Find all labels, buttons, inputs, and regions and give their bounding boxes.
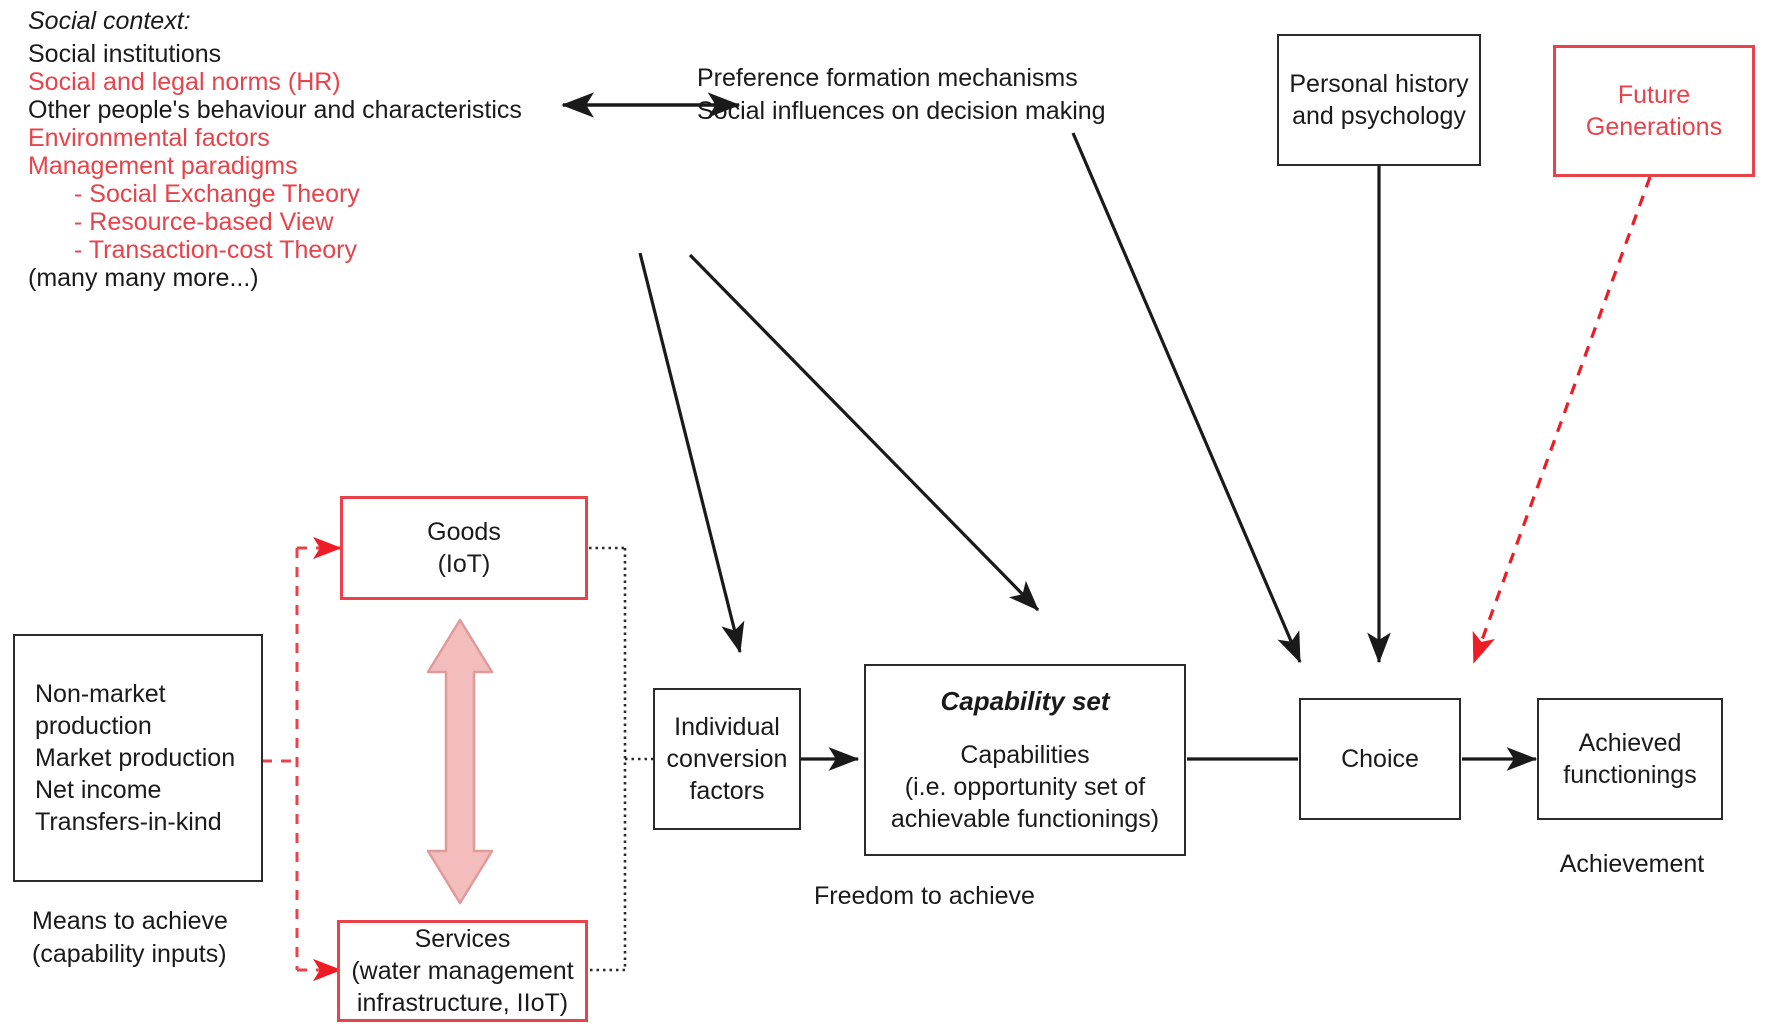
social-context-line-6: - Social Exchange Theory [74,180,360,208]
services-line-1: Services [414,925,511,953]
social-context-line-7: - Resource-based View [74,208,334,236]
goods-line-2: (IoT) [437,550,491,578]
means-line-1: Non-market [35,680,166,708]
services-line-3: infrastructure, IIoT) [356,989,569,1017]
node-achieved-functionings[interactable] [1537,698,1723,820]
social-context-line-5: Management paradigms [28,152,298,180]
node-personal-history[interactable] [1277,34,1481,166]
connector-goods-services-to-conversion [589,548,653,970]
arrow-to-capability-set [690,255,1038,610]
caption-achievement: Achievement [1559,850,1705,878]
conversion-line-3: factors [689,777,765,805]
capability-set-line-2: (i.e. opportunity set of [904,772,1146,801]
node-capability-set[interactable] [864,664,1186,856]
double-arrow-goods-services [428,620,492,903]
caption-means-line-2: (capability inputs) [32,939,227,968]
node-future-generations[interactable] [1553,45,1755,177]
choice-label: Choice [1341,745,1419,773]
social-context-line-9: (many many more...) [28,264,259,292]
social-context-line-4: Environmental factors [28,124,270,152]
preference-formation-line-2: Social influences on decision making [697,96,1106,125]
social-context-line-2: Social and legal norms (HR) [28,68,341,96]
means-line-2: production [35,712,152,740]
personal-history-line-2: and psychology [1292,102,1466,130]
means-line-3: Market production [35,744,236,772]
connector-means-arrowheads [322,548,340,970]
arrow-future-generations-to-choice [1474,177,1650,662]
goods-line-1: Goods [427,518,501,546]
caption-means-line-1: Means to achieve [32,907,228,935]
social-context-line-3: Other people's behaviour and characteristics [28,96,522,124]
conversion-line-2: conversion [666,745,788,773]
caption-means-to-achieve [32,905,228,970]
social-context-block [28,8,522,292]
achieved-line-1: Achieved [1578,729,1682,757]
services-line-2: (water management [351,957,574,985]
capability-set-line-3: achievable functionings) [890,804,1160,833]
means-line-5: Transfers-in-kind [35,808,222,836]
social-context-heading: Social context: [28,7,191,35]
preference-formation-line-1: Preference formation mechanisms [697,64,1078,92]
means-line-4: Net income [35,776,162,804]
node-choice[interactable] [1299,698,1461,820]
future-generations-line-1: Future [1617,81,1691,109]
social-context-line-8: - Transaction-cost Theory [74,236,357,264]
capability-set-line-1: Capabilities [960,740,1090,769]
arrow-to-conversion-factors [640,253,740,652]
node-services[interactable] [337,920,588,1022]
preference-formation-text [697,62,1106,127]
personal-history-line-1: Personal history [1289,70,1469,98]
connector-means-to-goods-services [262,548,328,970]
caption-freedom-to-achieve: Freedom to achieve [814,882,1035,910]
social-context-line-1: Social institutions [28,40,222,68]
node-conversion-factors[interactable] [653,688,801,830]
arrow-preferences-to-choice [1073,133,1300,662]
node-goods[interactable] [340,496,588,600]
capability-set-title: Capability set [940,686,1110,717]
future-generations-line-2: Generations [1585,113,1723,141]
achieved-line-2: functionings [1563,761,1697,789]
node-means[interactable] [13,634,263,882]
conversion-line-1: Individual [674,713,780,741]
